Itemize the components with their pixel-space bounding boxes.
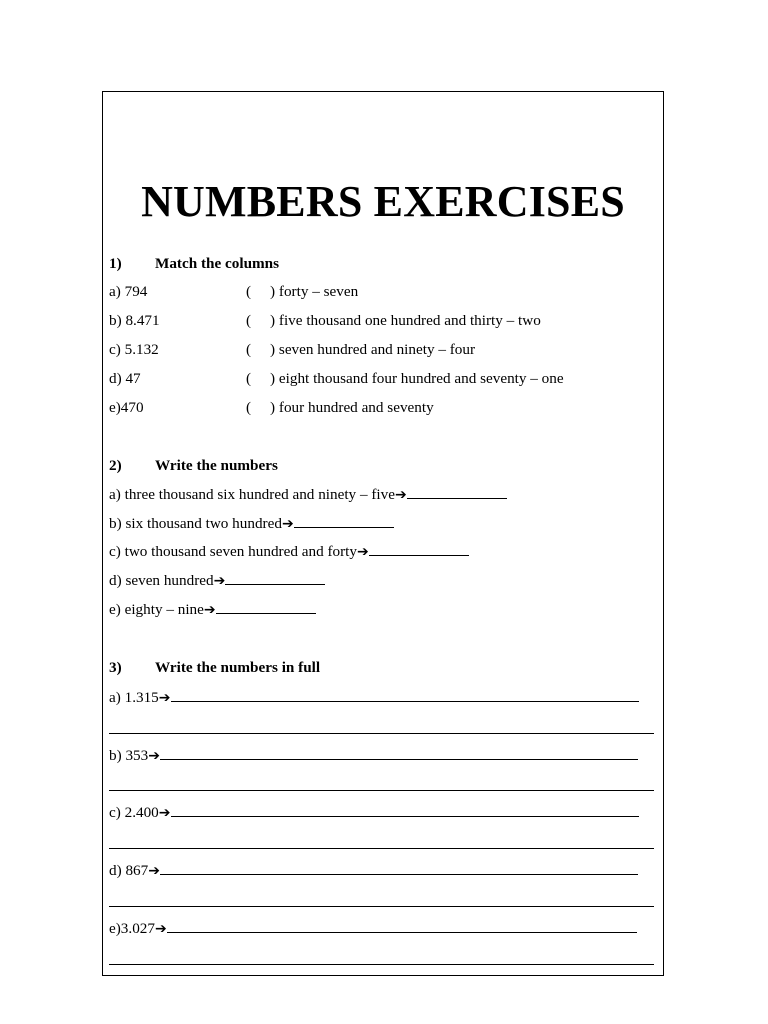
answer-box[interactable]: ( ) [246,283,276,300]
answer-line[interactable] [294,514,394,528]
answer-line[interactable] [167,919,637,933]
section-3-heading [109,658,320,678]
section-2-heading [109,456,278,476]
page-title: NUMBERS EXERCISES [141,177,625,226]
answer-line[interactable] [369,542,469,556]
number-words: a) three thousand six hundred and ninety – five [109,486,395,503]
answer-box[interactable]: ( ) [246,370,276,387]
section-title: Write the numbers in full [155,659,321,676]
match-number: c) 5.132 [109,341,159,358]
arrow-right-icon: ➔ [203,602,216,618]
number-words: c) two thousand seven hundred and forty [109,543,357,560]
answer-line[interactable] [109,848,654,849]
arrow-right-icon: ➔ [154,921,167,937]
number-words: d) seven hundred [109,572,214,589]
answer-line[interactable] [109,964,654,965]
worksheet-page [102,91,664,976]
match-words: eight thousand four hundred and seventy – one [278,370,564,387]
match-number: b) 8.471 [109,312,160,329]
answer-line[interactable] [225,571,325,585]
arrow-right-icon: ➔ [148,748,160,764]
match-row [109,340,475,360]
arrow-right-icon: ➔ [357,544,369,560]
number-value: e)3.027 [109,920,155,937]
match-row [109,369,564,389]
answer-line[interactable] [160,746,638,760]
match-words: seven hundred and ninety – four [278,341,476,358]
answer-line[interactable] [109,733,654,734]
answer-line[interactable] [109,906,654,907]
answer-line[interactable] [407,485,507,499]
match-words: forty – seven [278,283,359,300]
write-in-full-row [109,746,638,766]
match-row [109,398,434,418]
answer-line[interactable] [216,600,316,614]
number-value: d) 867 [109,862,149,879]
answer-line[interactable] [109,790,654,791]
write-number-row [109,571,325,591]
section-number: 3) [109,659,122,676]
answer-box[interactable]: ( ) [246,312,276,329]
write-number-row [109,542,469,562]
write-in-full-row [109,803,639,823]
match-number: d) 47 [109,370,141,387]
section-title: Write the numbers [155,457,278,474]
section-title: Match the columns [155,255,280,272]
answer-box[interactable]: ( ) [246,399,276,416]
write-number-row [109,485,507,505]
arrow-right-icon: ➔ [213,573,226,589]
match-number: e)470 [109,399,144,416]
arrow-right-icon: ➔ [148,863,160,879]
number-words: b) six thousand two hundred [109,515,282,532]
match-words: four hundred and seventy [278,399,434,416]
number-words: e) eighty – nine [109,601,204,618]
write-in-full-row [109,861,638,881]
section-number: 1) [109,255,122,272]
arrow-right-icon: ➔ [158,805,171,821]
arrow-right-icon: ➔ [281,516,294,532]
match-words: five thousand one hundred and thirty – two [278,312,541,329]
section-1-heading [109,254,279,274]
section-number: 2) [109,457,122,474]
write-number-row [109,514,394,534]
arrow-right-icon: ➔ [394,487,407,503]
answer-line[interactable] [160,861,638,875]
answer-line[interactable] [171,803,639,817]
answer-line[interactable] [171,688,639,702]
match-number: a) 794 [109,283,148,300]
match-row [109,282,358,302]
write-in-full-row [109,919,637,939]
number-value: a) 1.315 [109,689,159,706]
answer-box[interactable]: ( ) [246,341,276,358]
arrow-right-icon: ➔ [158,690,171,706]
write-in-full-row [109,688,639,708]
number-value: b) 353 [109,747,149,764]
match-row [109,311,541,331]
write-number-row [109,600,316,620]
number-value: c) 2.400 [109,804,159,821]
